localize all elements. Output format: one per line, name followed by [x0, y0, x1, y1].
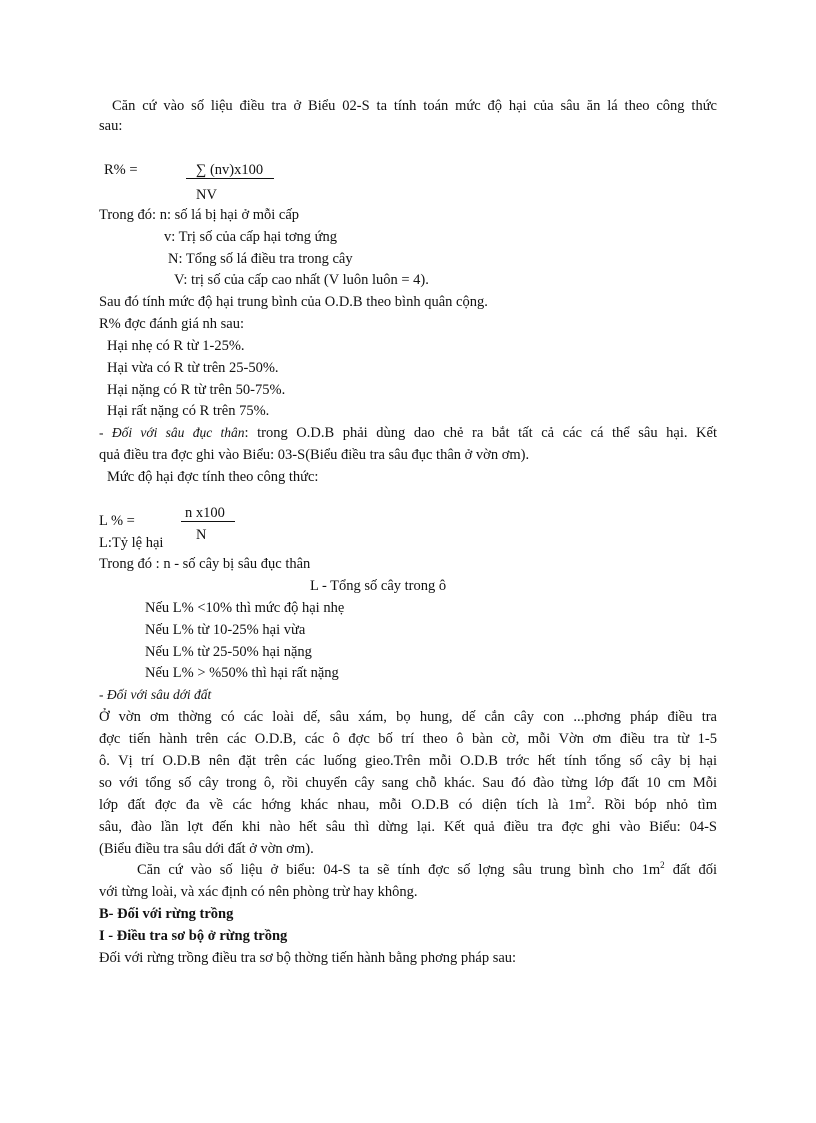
soil-line: ô. Vị trí O.D.B nên đặt trên các luống gieo.Trên mỗi O.D.B trớc hết tính tổng số cây bị hại	[99, 753, 717, 769]
where-r-line: Trong đó: n: số lá bị hại ở mỗi cấp	[99, 207, 300, 223]
intro-paragraph-end: sau:	[99, 118, 123, 134]
soil-line: (Biểu điều tra sâu dới đất ở vờn ơm).	[99, 841, 314, 857]
section-b-heading: B- Đối với rừng trồng	[99, 906, 234, 922]
soil-line: sâu, đào lần lợt đến khi nào hết sâu thì dừng lại. Kết quả điều tra đợc ghi vào Biểu: 04-S	[99, 819, 717, 835]
last-line: Đối với rừng trồng điều tra sơ bộ thờng tiến hành bằng phơng pháp sau:	[99, 950, 517, 966]
borer-heading: - Đối với sâu đục thân	[99, 425, 245, 440]
borer-line-1: - Đối với sâu đục thân: trong O.D.B phải dùng dao chẻ ra bắt tất cả các cá thể sâu hại. Kết	[99, 425, 717, 441]
soil-line: lớp đất đợc đa về các hớng khác nhau, mỗi O.D.B có diện tích là $1m^2$. Rồi bóp nhỏ tìm	[99, 795, 717, 813]
level-r-item: Hại vừa có R từ trên 25-50%.	[107, 360, 279, 376]
formula-l-numerator: n x100	[185, 505, 225, 521]
level-r-item: Hại nhẹ có R từ 1-25%.	[107, 338, 245, 354]
intro-paragraph: Căn cứ vào số liệu điều tra ở Biểu 02-S ta tính toán mức độ hại của sâu ăn lá theo công thức	[112, 98, 717, 114]
borer-line-3: Mức độ hại đợc tính theo công thức:	[107, 469, 319, 485]
where-r-line: N: Tổng số lá điều tra trong cây	[168, 251, 353, 267]
level-l-item: Nếu L% từ 25-50% hại nặng	[145, 644, 312, 660]
formula-r-lhs: R% =	[104, 162, 138, 178]
formula-l-label: L:Tỷ lệ hại	[99, 535, 164, 551]
level-r-item: Hại rất nặng có R trên 75%.	[107, 403, 270, 419]
where-l-line: L - Tổng số cây trong ô	[310, 578, 447, 594]
formula-r-denominator: NV	[196, 187, 217, 203]
soil-p2-line: với từng loài, và xác định có nên phòng trừ hay không.	[99, 884, 418, 900]
where-r-line: V: trị số của cấp cao nhất (V luôn luôn = 4).	[174, 272, 429, 288]
level-l-item: Nếu L% <10% thì mức độ hại nhẹ	[145, 600, 345, 616]
section-i-heading: I - Điều tra sơ bộ ở rừng trồng	[99, 928, 288, 944]
level-r-item: Hại nặng có R từ trên 50-75%.	[107, 382, 286, 398]
formula-r-fraction-bar	[186, 178, 274, 179]
formula-r-numerator: ∑ (nv)x100	[196, 162, 264, 178]
soil-heading: - Đối với sâu dới đất	[99, 687, 212, 702]
borer-line-2: quả điều tra đợc ghi vào Biểu: 03-S(Biểu điều tra sâu đục thân ở vờn ơm).	[99, 447, 530, 463]
formula-l-fraction-bar	[181, 521, 235, 522]
soil-line: so với tổng số cây trong ô, rồi chuyển cây sang chỗ khác. Sau đó đào từng lớp đất 10 cm Mỗi	[99, 775, 717, 791]
where-l-line: Trong đó : n - số cây bị sâu đục thân	[99, 556, 311, 572]
where-r-line: v: Trị số của cấp hại tơng ứng	[164, 229, 338, 245]
soil-line: Ở vờn ơm thờng có các loài dế, sâu xám, bọ hung, dế cắn cây con ...phơng pháp điều tra	[99, 709, 717, 725]
formula-l-denominator: N	[196, 527, 207, 543]
level-l-item: Nếu L% từ 10-25% hại vừa	[145, 622, 306, 638]
evaluation-title: R% đợc đánh giá nh sau:	[99, 316, 244, 332]
level-l-item: Nếu L% > %50% thì hại rất nặng	[145, 665, 339, 681]
soil-line: đợc tiến hành trên các O.D.B, các ô đợc bố trí theo ô bàn cờ, mỗi Vờn ơm điều tra từ 1-5	[99, 731, 717, 747]
average-text: Sau đó tính mức độ hại trung bình của O.D.B theo bình quân cộng.	[99, 294, 488, 310]
formula-l-lhs: L % =	[99, 513, 135, 529]
soil-p2-line: Căn cứ vào số liệu ở biểu: 04-S ta sẽ tính đợc số lợng sâu trung bình cho $1m^2$ đất đối	[137, 860, 717, 878]
